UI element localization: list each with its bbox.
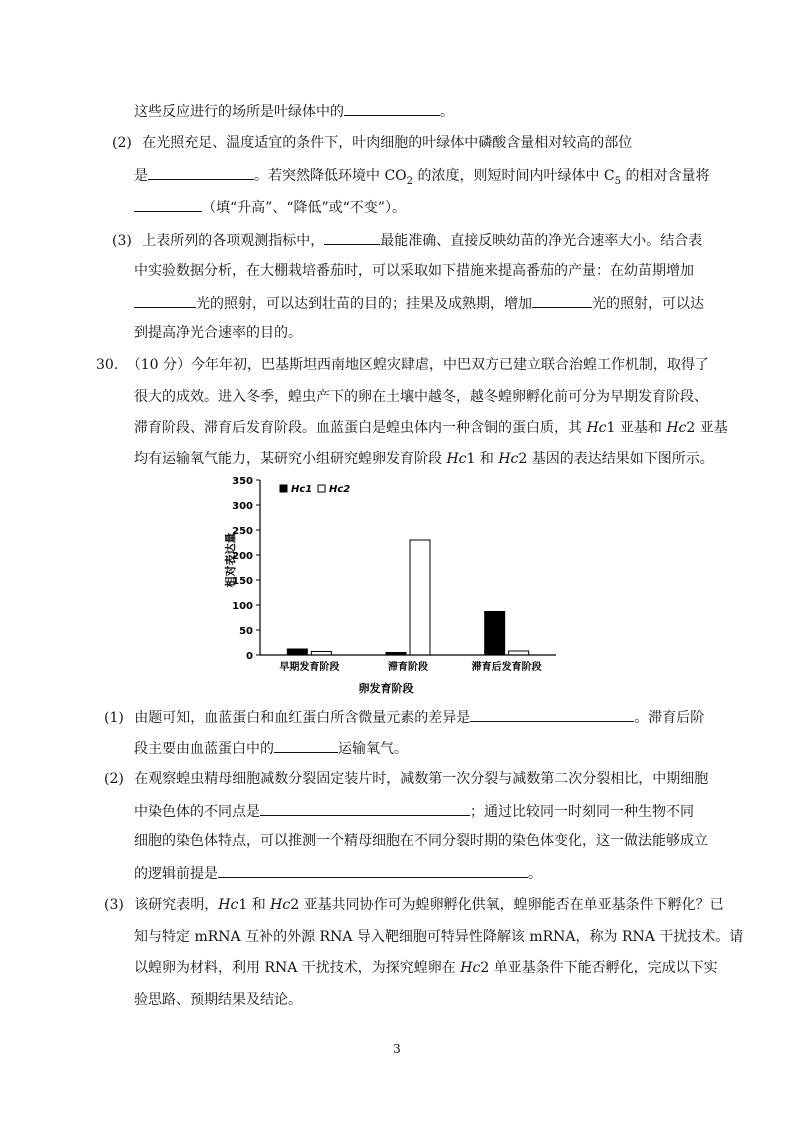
bars — [287, 540, 528, 655]
text-fragment: 由题可知，血蓝蛋白和血红蛋白所含微量元素的差异是 — [134, 710, 471, 726]
y-tick-label: 250 — [232, 526, 253, 537]
y-tick-label: 0 — [246, 651, 253, 662]
y-tick-label: 300 — [232, 501, 253, 512]
y-axis-label: 相对表达量 — [224, 532, 237, 588]
part-2-line-2 — [134, 800, 694, 822]
part-2-line-1 — [104, 769, 708, 789]
y-tick-label: 200 — [232, 551, 253, 562]
answer-blank[interactable] — [344, 100, 440, 116]
part-1-line-1 — [104, 706, 704, 728]
legend — [280, 484, 350, 495]
text-fragment: 中实验数据分析，在大棚栽培番茄时，可以采取如下措施来提高番茄的产量：在幼苗期增加 — [134, 263, 694, 279]
gene-name: Hc — [270, 897, 291, 913]
bar-hc2-2 — [410, 540, 430, 655]
question-30-line-2 — [134, 387, 708, 407]
question-3-line-4 — [134, 323, 302, 343]
text-fragment: 。若突然降低环境中 CO — [254, 168, 407, 184]
question-30-line-1 — [96, 355, 709, 375]
part-2-line-3 — [134, 831, 708, 851]
x-axis — [260, 655, 556, 673]
text-fragment: 知与特定 mRNA 互补的外源 RNA 导入靶细胞可特异性降解该 mRNA，称为 RNA 干扰技术。请 — [134, 929, 744, 945]
text-fragment: 滞育阶段、滞育后发育阶段。血蓝蛋白是蝗虫体内一种含铜的蛋白质，其 — [134, 420, 587, 436]
text-fragment: 的相对含量将 — [621, 168, 710, 184]
subscript: 2 — [406, 175, 414, 187]
text-fragment: 细胞的染色体特点，可以推测一个精母细胞在不同分裂时期的染色体变化，这一做法能够成立 — [134, 833, 708, 849]
question-3-line-1 — [112, 229, 702, 251]
text-fragment: 。滞育后阶 — [634, 710, 705, 726]
text-fragment: ；通过比较同一时刻同一种生物不同 — [470, 804, 694, 820]
page-number: 3 — [393, 1042, 401, 1056]
text-line-1 — [134, 100, 454, 122]
part-3-line-3 — [134, 958, 718, 978]
text-fragment: 的浓度，则短时间内叶绿体中 C — [413, 168, 615, 184]
text-fragment: 1 和 — [466, 451, 499, 467]
answer-blank[interactable] — [134, 196, 202, 212]
text-fragment: 以蝗卵为材料，利用 RNA 干扰技术，为探究蝗卵在 — [134, 960, 461, 976]
answer-blank[interactable] — [274, 737, 338, 753]
text-fragment: 1 和 — [238, 897, 271, 913]
question-number: 30. — [96, 357, 119, 373]
gene-name: Hc — [666, 420, 687, 436]
gene-name: Hc — [218, 897, 239, 913]
question-3-line-2 — [134, 261, 694, 281]
question-number: (2) — [104, 771, 124, 787]
text-fragment: 到提高净光合速率的目的。 — [134, 325, 302, 341]
bar-hc1-3 — [485, 612, 505, 656]
text-fragment: 是 — [134, 168, 148, 184]
text-fragment: 2 基因的表达结果如下图所示。 — [518, 451, 714, 467]
x-tick-label: 早期发育阶段 — [279, 662, 340, 673]
question-3-line-3 — [134, 292, 704, 314]
answer-blank[interactable] — [218, 862, 528, 878]
answer-blank[interactable] — [148, 164, 254, 180]
text-fragment: 的逻辑前提是 — [134, 866, 218, 882]
question-2-line-3 — [134, 196, 406, 218]
part-3-line-2 — [134, 927, 743, 947]
expression-bar-chart — [210, 470, 570, 702]
legend-label: Hc2 — [329, 484, 351, 495]
text-fragment: 均有运输氧气能力，某研究小组研究蝗卵发育阶段 — [134, 451, 447, 467]
text-fragment: 2 单亚基条件下能否孵化，完成以下实 — [480, 960, 718, 976]
y-tick-label: 50 — [239, 626, 253, 637]
question-2-line-1 — [112, 133, 632, 153]
subscript: 5 — [614, 175, 622, 187]
text-fragment: 在观察蝗虫精母细胞减数分裂固定装片时，减数第一次分裂与减数第二次分裂相比，中期细胞 — [134, 771, 709, 787]
answer-blank[interactable] — [532, 292, 592, 308]
question-number: (2) — [112, 135, 132, 151]
text-fragment: 验思路、预期结果及结论。 — [134, 992, 302, 1008]
question-30-line-3 — [134, 418, 728, 438]
text-fragment: 在光照充足、温度适宜的条件下，叶肉细胞的叶绿体中磷酸含量相对较高的部位 — [142, 135, 633, 151]
x-axis-label: 卵发育阶段 — [358, 682, 414, 695]
text-fragment: 中染色体的不同点是 — [134, 804, 260, 820]
legend-swatch — [280, 485, 287, 492]
answer-blank[interactable] — [260, 800, 470, 816]
text-fragment: 上表所列的各项观测指标中， — [142, 233, 325, 249]
question-number: (1) — [104, 710, 124, 726]
text-fragment: （填“升高”、“降低”或“不变”）。 — [202, 200, 406, 216]
gene-name: Hc — [586, 420, 607, 436]
answer-blank[interactable] — [134, 292, 196, 308]
text-fragment: 运输氧气。 — [338, 741, 408, 757]
text-fragment: （10 分）今年年初，巴基斯坦西南地区蝗灾肆虐，中巴双方已建立联合治蝗工作机制，取得了 — [126, 357, 709, 373]
gene-name: Hc — [460, 960, 481, 976]
x-tick-label: 滞育后发育阶段 — [471, 662, 542, 673]
text-fragment: 。 — [440, 104, 454, 120]
answer-blank[interactable] — [324, 229, 380, 245]
question-2-line-2 — [134, 164, 709, 186]
text-fragment: 2 亚基 — [686, 420, 728, 436]
text-fragment: 该研究表明， — [134, 897, 219, 913]
legend-label: Hc1 — [291, 484, 313, 495]
part-3-line-4 — [134, 990, 302, 1010]
text-fragment: 光的照射，可以达 — [592, 296, 704, 312]
y-tick-label: 100 — [232, 601, 253, 612]
part-2-line-4 — [134, 862, 542, 884]
bar-hc1-1 — [287, 649, 307, 655]
question-30-line-4 — [134, 449, 714, 469]
y-tick-label: 350 — [232, 476, 253, 487]
question-number: (3) — [112, 233, 132, 249]
gene-name: Hc — [446, 451, 467, 467]
part-3-line-1 — [104, 895, 724, 915]
text-fragment: 这些反应进行的场所是叶绿体中的 — [134, 104, 344, 120]
text-fragment: 。 — [528, 866, 542, 882]
x-tick-label: 滞育阶段 — [388, 662, 428, 673]
y-tick-label: 150 — [232, 576, 253, 587]
text-fragment: 2 亚基共同协作可为蝗卵孵化供氧，蝗卵能否在单亚基条件下孵化？已 — [290, 897, 724, 913]
question-number: (3) — [104, 897, 124, 913]
text-fragment: 光的照射，可以达到壮苗的目的；挂果及成熟期，增加 — [196, 296, 532, 312]
gene-name: Hc — [498, 451, 519, 467]
text-fragment: 段主要由血蓝蛋白中的 — [134, 741, 274, 757]
text-fragment: 很大的成效。进入冬季，蝗虫产下的卵在土壤中越冬，越冬蝗卵孵化前可分为早期发育阶段、 — [134, 389, 708, 405]
part-1-line-2 — [134, 737, 408, 759]
text-fragment: 最能准确、直接反映幼苗的净光合速率大小。结合表 — [380, 233, 703, 249]
answer-blank[interactable] — [470, 706, 634, 722]
legend-swatch — [318, 485, 325, 492]
text-fragment: 1 亚基和 — [606, 420, 667, 436]
